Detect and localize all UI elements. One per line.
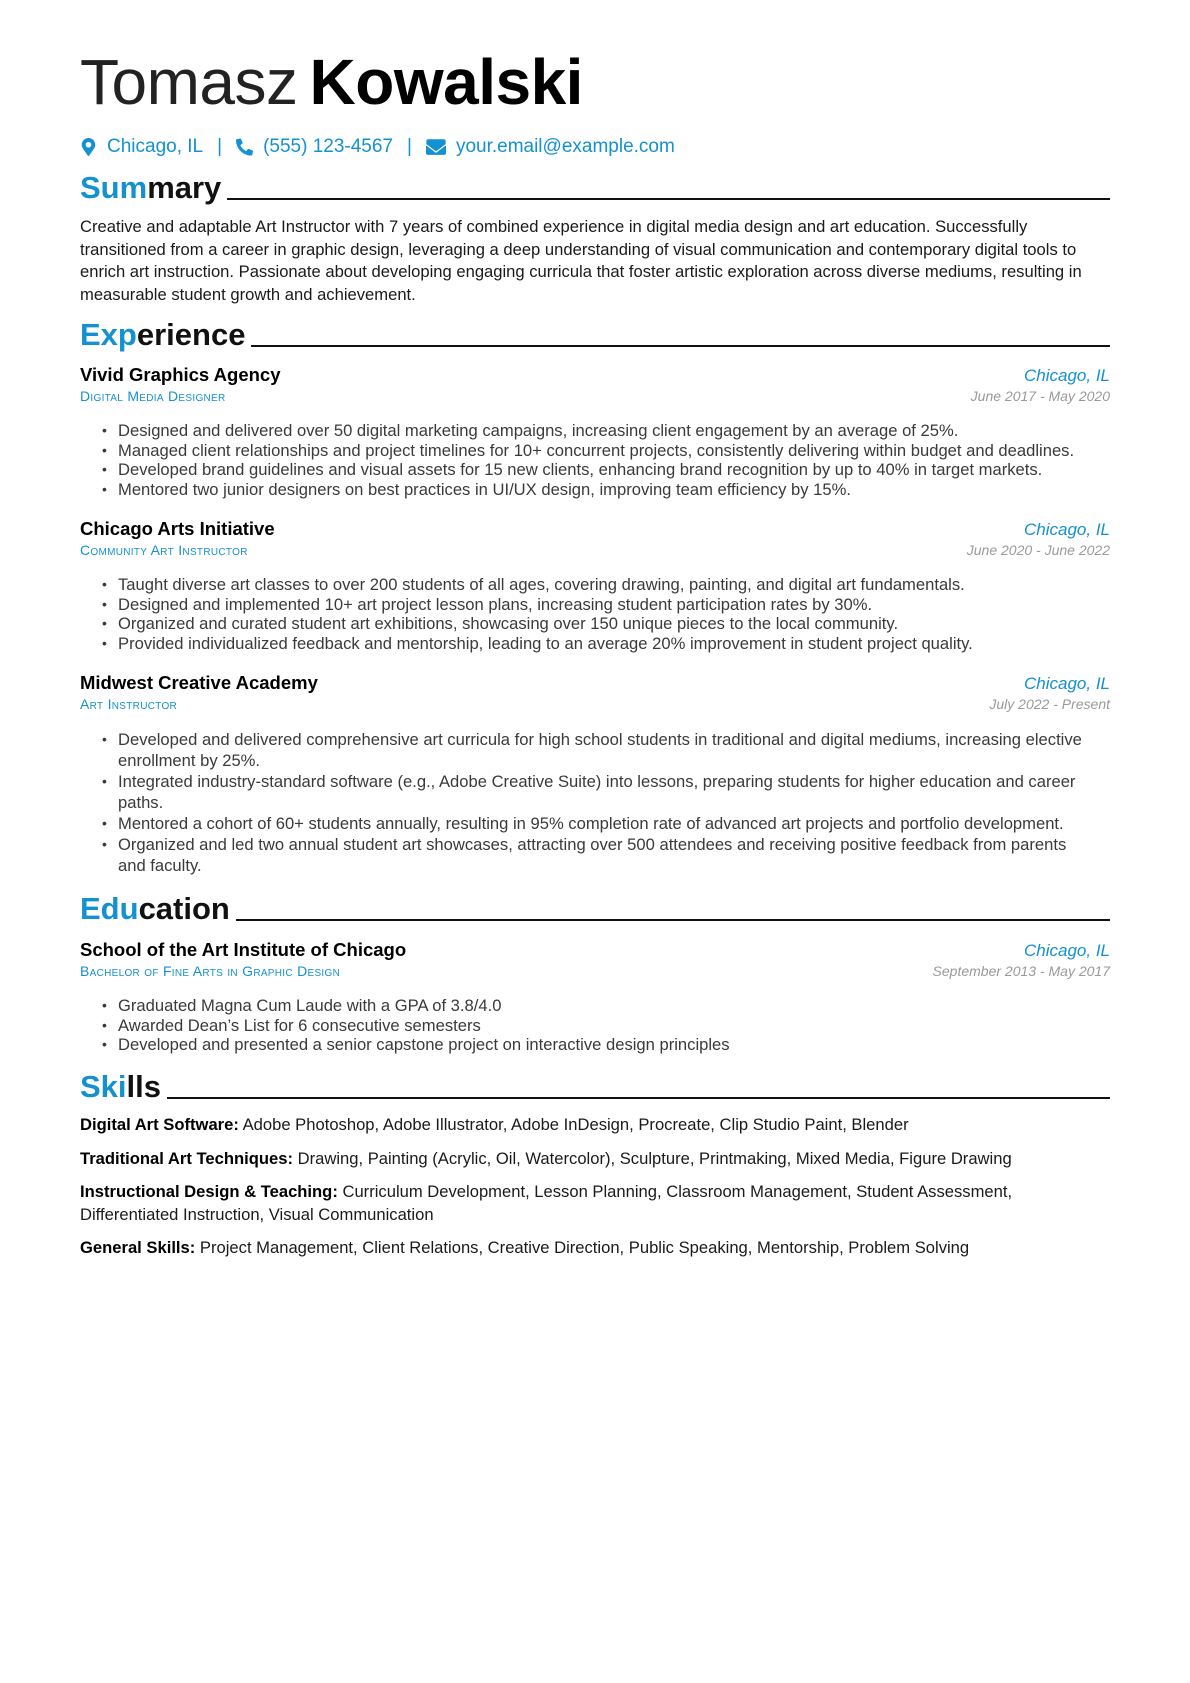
entry-role: Art Instructor [80, 696, 178, 712]
phone-icon [236, 138, 253, 156]
section-title: Summary [80, 170, 222, 205]
first-name: Tomasz [80, 46, 298, 118]
entry-dates: June 2017 - May 2020 [970, 388, 1110, 404]
list-item: • Provided individualized feedback and mentorship, leading to an average 20% improvement in student project quality. [118, 634, 1110, 654]
skill-value: Drawing, Painting (Acrylic, Oil, Watercolor), Sculpture, Printmaking, Mixed Media, Figure Drawing [297, 1148, 1012, 1168]
entry-role: Digital Media Designer [80, 388, 226, 404]
list-item: • Managed client relationships and project timelines for 10+ concurrent projects, consistently delivering within budget and deadlines. [118, 441, 1110, 461]
experience-entry [80, 672, 1110, 876]
skill-row [80, 1237, 1110, 1260]
entry-location: Chicago, IL [1024, 941, 1110, 960]
section-rule [167, 1097, 1110, 1099]
location-text: Chicago, IL [107, 136, 204, 157]
section-title: Experience [80, 317, 246, 352]
skill-label: Digital Art Software: [80, 1115, 239, 1134]
section-skills-heading [80, 1068, 1110, 1106]
list-item: • Integrated industry-standard software (e.g., Adobe Creative Suite) into lessons, preparing students for higher education and career paths. [118, 771, 1090, 813]
skill-label: Instructional Design & Teaching: [80, 1182, 338, 1202]
envelope-icon [426, 139, 446, 155]
contact-email[interactable] [426, 136, 675, 158]
contact-separator: | [217, 136, 223, 157]
entry-dates: July 2022 - Present [989, 696, 1110, 712]
list-item: • Developed and delivered comprehensive art curricula for high school students in traditional and digital mediums, increasing elective enrollment by 25%. [118, 729, 1090, 771]
entry-dates: June 2020 - June 2022 [966, 542, 1110, 558]
summary-text: Creative and adaptable Art Instructor with 7 years of combined experience in digital media design and art education. Successfully transitioned from a career in graphic design, leveraging a deep understanding of visual communication and contemporary digital tools to enrich art instruction. Passionate about developing engaging curricula that foster artistic exploration across diverse mediums, resulting in measurable student growth and achievement. [80, 217, 1082, 304]
list-item: • Graduated Magna Cum Laude with a GPA of 3.8/4.0 [118, 996, 1110, 1016]
list-item: • Awarded Dean’s List for 6 consecutive semesters [118, 1016, 1110, 1036]
contact-location [80, 136, 203, 158]
entry-dates: September 2013 - May 2017 [932, 963, 1110, 979]
entry-bullets [80, 729, 1110, 876]
contact-line [80, 133, 675, 161]
skill-row [80, 1114, 1110, 1137]
list-item: • Developed brand guidelines and visual assets for 15 new clients, enhancing brand recognition by up to 40% in target markets. [118, 460, 1110, 480]
entry-bullets [80, 996, 1110, 1055]
phone-text: (555) 123-4567 [263, 136, 393, 157]
experience-entry [80, 518, 1110, 653]
list-item: • Designed and delivered over 50 digital marketing campaigns, increasing client engagement by an average of 25%. [118, 421, 1110, 441]
list-item: • Taught diverse art classes to over 200 students of all ages, covering drawing, painting, and digital art fundamentals. [118, 575, 1110, 595]
entry-location: Chicago, IL [1024, 674, 1110, 693]
entry-role: Bachelor of Fine Arts in Graphic Design [80, 963, 341, 979]
contact-separator: | [407, 136, 412, 157]
entry-bullets [80, 575, 1110, 653]
section-title: Skills [80, 1069, 161, 1104]
section-education-heading [80, 890, 1110, 928]
list-item: • Organized and curated student art exhibitions, showcasing over 150 unique pieces to the local community. [118, 614, 1110, 634]
list-item: • Designed and implemented 10+ art project lesson plans, increasing student participation rates by 30%. [118, 595, 1110, 615]
experience-entry [80, 364, 1110, 499]
entry-org: Chicago Arts Initiative [80, 518, 275, 539]
skill-value: Project Management, Client Relations, Creative Direction, Public Speaking, Mentorship, Problem Solving [199, 1238, 970, 1258]
section-rule [251, 345, 1110, 347]
entry-role: Community Art Instructor [80, 542, 248, 558]
email-text: your.email@example.com [455, 136, 675, 157]
skill-row [80, 1148, 1110, 1171]
list-item: • Organized and led two annual student art showcases, attracting over 500 attendees and receiving positive feedback from parents and faculty. [118, 834, 1090, 876]
section-summary-heading [80, 169, 1110, 207]
entry-org: Vivid Graphics Agency [80, 364, 281, 385]
list-item: • Mentored a cohort of 60+ students annually, resulting in 95% completion rate of advanced art projects and portfolio development. [118, 813, 1090, 834]
candidate-name [80, 44, 583, 120]
skill-row [80, 1181, 1110, 1226]
section-rule [227, 198, 1110, 200]
list-item: • Mentored two junior designers on best practices in UI/UX design, improving team efficiency by 15%. [118, 480, 1110, 500]
entry-location: Chicago, IL [1024, 366, 1110, 385]
skill-label: General Skills: [80, 1238, 196, 1258]
entry-location: Chicago, IL [1024, 520, 1110, 539]
section-experience-heading [80, 316, 1110, 354]
map-marker-icon [80, 138, 97, 156]
skill-value: Curriculum Development, Lesson Planning, Classroom Management, Student Assessment, Differentiated Instruction, Visual Communication [80, 1182, 1013, 1224]
skill-value: Adobe Photoshop, Adobe Illustrator, Adobe InDesign, Procreate, Clip Studio Paint, Blender [242, 1115, 909, 1134]
section-title: Education [80, 891, 230, 926]
contact-phone[interactable] [236, 136, 393, 158]
section-rule [236, 919, 1110, 921]
last-name: Kowalski [309, 46, 583, 118]
entry-org: School of the Art Institute of Chicago [80, 939, 407, 960]
skill-label: Traditional Art Techniques: [80, 1148, 293, 1168]
skills-list [80, 1114, 1110, 1271]
entry-org: Midwest Creative Academy [80, 672, 318, 693]
list-item: • Developed and presented a senior capstone project on interactive design principles [118, 1035, 1110, 1055]
education-entry [80, 939, 1110, 1055]
entry-bullets [80, 421, 1110, 499]
